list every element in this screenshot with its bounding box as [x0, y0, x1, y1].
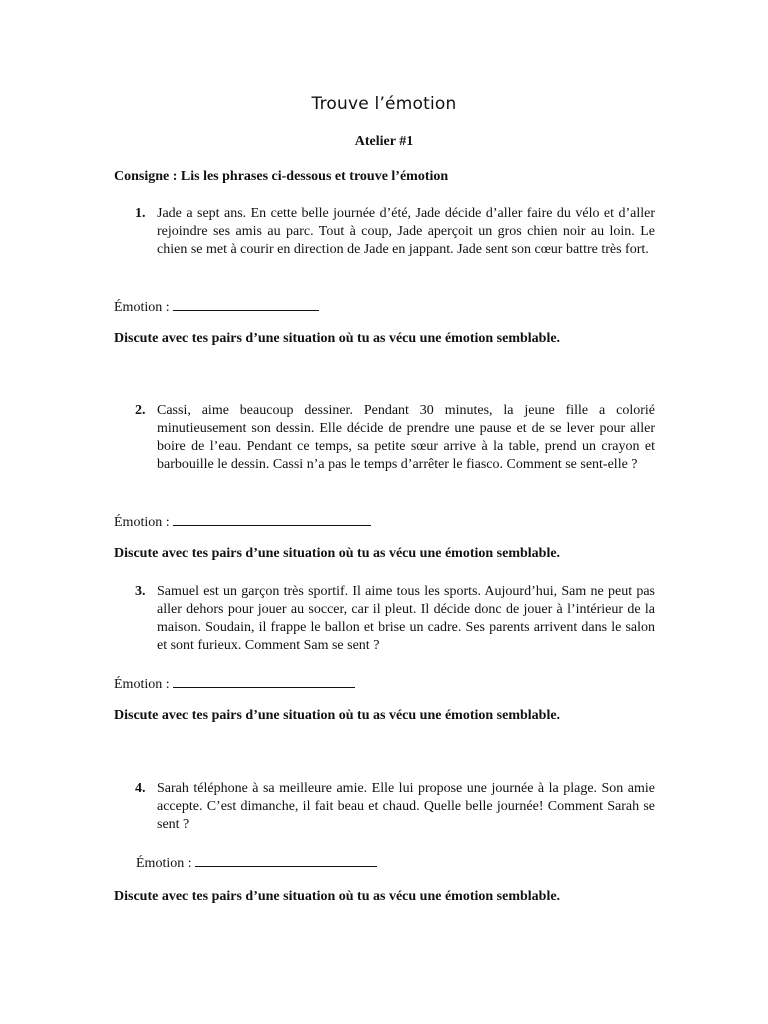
discussion-prompt-1: Discute avec tes pairs d’une situation où tu as vécu une émotion semblable.	[114, 331, 561, 346]
item-text: Sarah téléphone à sa meilleure amie. Elle lui propose une journée à la plage. Son amie accepte. C’est dimanche, il fait beau et chaud. Quelle belle journée! Comment Sarah se sent ?	[157, 781, 655, 832]
emotion-label: Émotion :	[114, 515, 170, 530]
discussion-prompt-3: Discute avec tes pairs d’une situation où tu as vécu une émotion semblable.	[114, 708, 561, 723]
item-text: Samuel est un garçon très sportif. Il aime tous les sports. Aujourd’hui, Sam ne peut pas aller dehors pour jouer au soccer, car il pleut. Il décide donc de jouer à l’intérieur de la maison. Soudain, il frappe le ballon et brise un cadre. Ses parents arrivent dans le salon et sont furieux. Comment Sam se sent ?	[157, 584, 655, 653]
atelier-heading: Atelier #1	[354, 134, 414, 149]
item-number: 3.	[135, 584, 146, 599]
exercise-item-2	[135, 402, 655, 474]
emotion-answer-line[interactable]	[195, 852, 377, 867]
item-number: 2.	[135, 403, 146, 418]
emotion-answer-line[interactable]	[173, 673, 355, 688]
exercise-item-4	[135, 780, 655, 834]
item-text: Jade a sept ans. En cette belle journée d’été, Jade décide d’aller faire du vélo et d’aller rejoindre ses amis au parc. Tout à coup, Jade aperçoit un gros chien noir au loin. Le chien se met à courir en direction de Jade en jappant. Jade sent son cœur battre très fort.	[157, 206, 655, 257]
exercise-item-3	[135, 583, 655, 655]
discussion-prompt-4: Discute avec tes pairs d’une situation où tu as vécu une émotion semblable.	[114, 889, 561, 904]
emotion-answer-line[interactable]	[173, 296, 319, 311]
emotion-label: Émotion :	[136, 856, 192, 871]
emotion-answer-3	[114, 673, 355, 693]
item-text: Cassi, aime beaucoup dessiner. Pendant 30 minutes, la jeune fille a colorié minutieusement son dessin. Elle décide de prendre une pause et de se lever pour aller boire de l’eau. Pendant ce temps, sa petite sœur arrive à la table, prend un crayon et barbouille le dessin. Cassi n’a pas le temps d’arrêter le fiasco. Comment se sent-elle ?	[157, 403, 655, 472]
emotion-answer-2	[114, 511, 371, 531]
instructions: Consigne : Lis les phrases ci-dessous et trouve l’émotion	[114, 169, 449, 184]
exercise-item-1	[135, 205, 655, 259]
emotion-answer-4	[136, 852, 377, 872]
item-number: 1.	[135, 206, 146, 221]
emotion-answer-line[interactable]	[173, 511, 371, 526]
emotion-answer-1	[114, 296, 319, 316]
discussion-prompt-2: Discute avec tes pairs d’une situation où tu as vécu une émotion semblable.	[114, 546, 561, 561]
emotion-label: Émotion :	[114, 677, 170, 692]
item-number: 4.	[135, 781, 146, 796]
emotion-label: Émotion :	[114, 300, 170, 315]
page-title: Trouve l’émotion	[311, 94, 457, 114]
